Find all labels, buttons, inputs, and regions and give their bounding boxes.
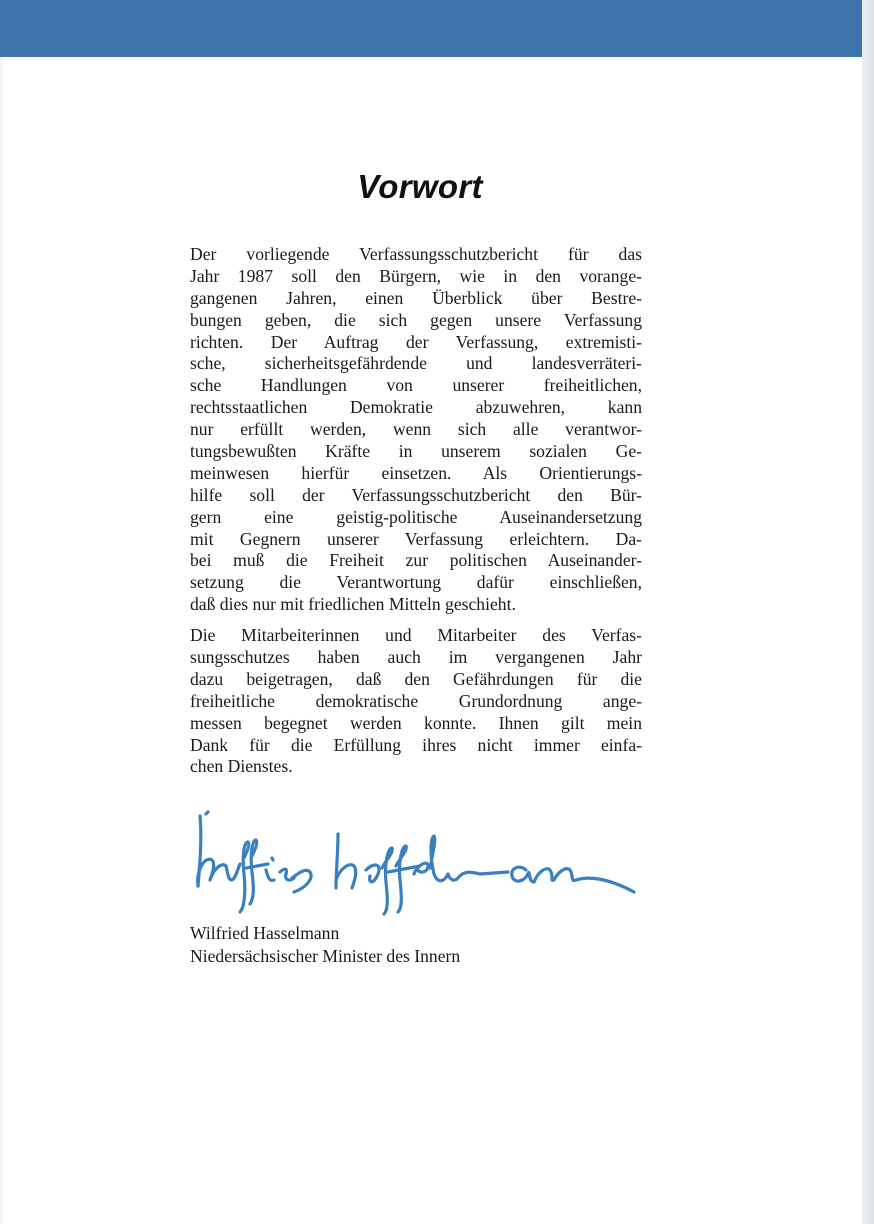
signatory-position: Niedersächsischer Minister des Innern [190,946,461,966]
text-line: dazu beigetragen, daß den Gefährdungen für die [190,668,642,689]
header-color-band [0,0,862,57]
text-line: gern eine geistig-politische Auseinandersetzung [190,506,642,527]
text-line: mit Gegnern unserer Verfassung erleichtern. Da- [190,528,642,549]
paragraph-spacer [190,616,642,625]
page-edge-shadow [0,57,4,1224]
text-line: tungsbewußten Kräfte in unserem sozialen Ge- [190,441,642,462]
text-line: sche Handlungen von unserer freiheitlichen, [190,375,642,396]
foreword-body [190,244,642,778]
text-line: sche, sicherheitsgefährdende und landesverräteri- [190,353,642,374]
text-line: daß dies nur mit friedlichen Mitteln geschieht. [190,594,516,615]
text-line: Der vorliegende Verfassungsschutzbericht für das [190,244,642,264]
paragraph-2 [190,625,642,778]
text-line: freiheitliche demokratische Grundordnung ange- [190,690,642,711]
signatory-name: Wilfried Hasselmann [190,923,340,943]
text-line: Jahr 1987 soll den Bürgern, wie in den vorange- [190,265,642,286]
text-line: meinwesen hierfür einsetzen. Als Orientierungs- [190,462,642,483]
text-line: Dank für die Erfüllung ihres nicht immer einfa- [190,734,642,755]
text-line: nur erfüllt werden, wenn sich alle verantwor- [190,419,642,440]
text-line: chen Dienstes. [190,756,293,777]
text-line: sungsschutzes haben auch im vergangenen Jahr [190,647,642,668]
text-line: rechtsstaatlichen Demokratie abzuwehren, kann [190,397,642,418]
page-right-edge [862,0,874,1224]
text-line: Die Mitarbeiterinnen und Mitarbeiter des Verfas- [190,625,642,646]
text-line: hilfe soll der Verfassungsschutzbericht den Bür- [190,484,642,505]
text-line: setzung die Verantwortung dafür einschließen, [190,572,642,593]
handwritten-signature [188,808,658,918]
text-line: bungen geben, die sich gegen unsere Verfassung [190,309,642,330]
text-line: gangenen Jahren, einen Überblick über Bestre- [190,287,642,308]
page-title: Vorwort [357,168,483,205]
text-line: messen begegnet werden konnte. Ihnen gilt mein [190,712,642,733]
text-line: richten. Der Auftrag der Verfassung, extremisti- [190,331,642,352]
text-line: bei muß die Freiheit zur politischen Auseinander- [190,550,642,571]
paragraph-1 [190,244,642,616]
